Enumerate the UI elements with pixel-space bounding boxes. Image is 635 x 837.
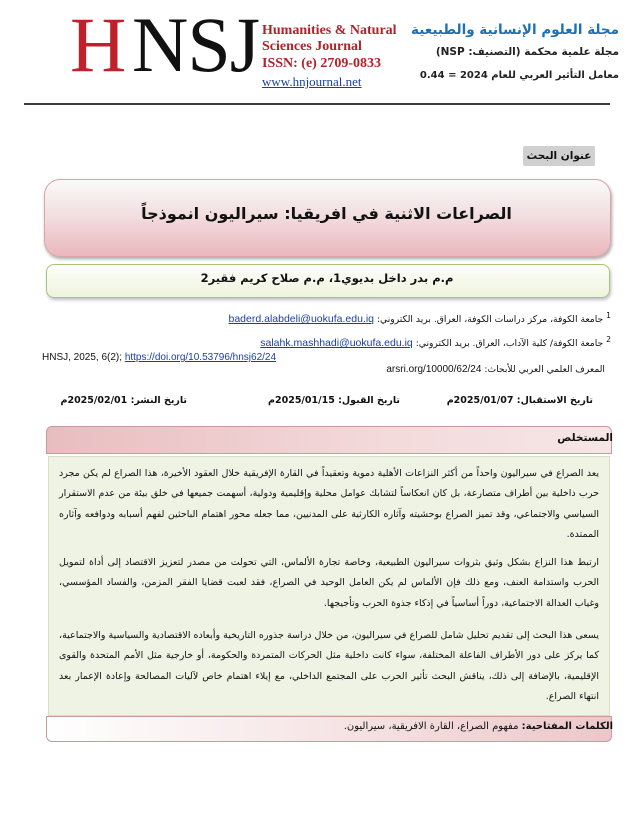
email-link-2[interactable]: salahk.mashhadi@uokufa.edu.iq (260, 337, 413, 350)
arsri-id (386, 364, 605, 375)
journal-name-ar: مجلة العلوم الإنسانية والطبيعية (411, 22, 619, 38)
journal-classification: مجلة علمية محكمة (التصنيف: NSP) (435, 46, 619, 58)
affiliation-1-text: جامعة الكوفة، مركز دراسات الكوفة، العراق. بريد الكتروني: (376, 314, 604, 326)
published-label: تاريخ النشر: (130, 395, 187, 406)
authors: م.م بدر داخل بديوي1، م.م صلاح كريم فقير2 (200, 271, 454, 285)
published-value: 2025/02/01م (60, 395, 128, 406)
research-title-label: عنوان البحث (523, 146, 595, 166)
affiliation-1-num: 1 (606, 311, 611, 320)
affiliation-2-num: 2 (606, 335, 611, 344)
affiliation-2 (260, 335, 611, 349)
published-date (60, 395, 187, 406)
abstract-header (46, 426, 612, 454)
citation (42, 352, 276, 363)
received-label: تاريخ الاستقبال: (516, 395, 593, 406)
logo-nsj: NSJ (132, 1, 260, 88)
arsri-code: arsri.org/10000/62/24 (386, 364, 482, 375)
header-divider (24, 103, 610, 105)
issn: ISSN: (e) 2709-0833 (262, 56, 381, 71)
logo-h: H (70, 1, 126, 88)
doi-link[interactable]: https://doi.org/10.53796/hnsj62/24 (124, 352, 277, 363)
abstract-paragraph-3: يسعى هذا البحث إلى تقديم تحليل شامل للصراع في سيراليون، من خلال دراسة جذوره التاريخية وأبعاده الاقتصادية والسياسية والاجتماعية، كما يركز على دور الأطراف الفاعلة المختلفة، سواء كانت داخلية مثل الحركات المتمردة والحكومة، أو خارجية مثل الأمم المتحدة والقوى الإقليمية، بالإضافة إلى ذلك، يناقش البحث تأثير الحرب على المجتمع الداخلي، مع إيلاء اهتمام خاص لآليات المصالحة وإعادة الإعمار بعد انتهاء الصراع. (59, 630, 599, 702)
paper-title: الصراعات الاثنية في افريقيا: سيراليون انموذجاً (141, 204, 512, 223)
keywords-label: الكلمات المفتاحية: (521, 721, 613, 732)
abstract-paragraph-1: يعد الصراع في سيراليون واحداً من أكثر النزاعات الأهلية دموية وتعقيداً في القارة الإفريقية خلال العقود الأخيرة، هذا الصراع لم يكن مجرد حرب داخلية بين أطراف متصارعة، بل كان انعكاساً لتشابك عوامل محلية وإقليمية ودولية، أسهمت جميعها في خلق بيئة من عدم الاستقرار السياسي والاجتماعي، وقد تميز الصراع بوحشيته وآثاره الكارثية على المدنيين، مما جعله محور اهتمام الباحثين لفهم أسبابه ودوافعه وآثاره الممتدة. (59, 468, 599, 540)
affiliation-1 (229, 311, 612, 325)
accepted-date (268, 395, 400, 406)
abstract-body (48, 456, 610, 716)
website-link[interactable]: www.hnjournal.net (262, 74, 362, 89)
journal-name-en: Humanities & Natural Sciences Journal (262, 23, 397, 54)
dates-row (40, 395, 595, 411)
accepted-value: 2025/01/15م (268, 395, 335, 406)
accepted-label: تاريخ القبول: (338, 395, 400, 406)
citation-text: HNSJ, 2025, 6(2); (42, 352, 125, 363)
keywords-text: مفهوم الصراع، القارة الافريقية، سيراليون. (343, 721, 522, 732)
arsri-label: المعرف العلمي العربي للأبحاث: (484, 364, 605, 375)
received-value: 2025/01/07م (446, 395, 514, 406)
affiliation-2-text: جامعة الكوفة/ كلية الآداب، العراق. بريد الكتروني: (415, 338, 604, 350)
abstract-paragraph-2: ارتبط هذا النزاع بشكل وثيق بثروات سيراليون الطبيعية، وخاصة تجارة الألماس، التي تحولت من مصدر لتعزيز الاقتصاد إلى أداة لتمويل الحرب واستدامة العنف، ومع ذلك فإن الألماس لم يكن العامل الوحيد في الصراع، فقد لعبت قضايا الفقر المزمن، والفساد المؤسسي، وغياب العدالة الاجتماعية، دوراً أساسياً في إذكاء جذوة الحرب وتأجيجها. (59, 557, 599, 609)
keywords (344, 721, 613, 732)
abstract-heading: المستخلص (557, 432, 613, 444)
email-link-1[interactable]: baderd.alabdeli@uokufa.edu.iq (228, 313, 375, 326)
received-date (447, 395, 593, 406)
impact-factor: معامل التأثير العربي للعام 2024 = 0.44 (419, 70, 619, 81)
